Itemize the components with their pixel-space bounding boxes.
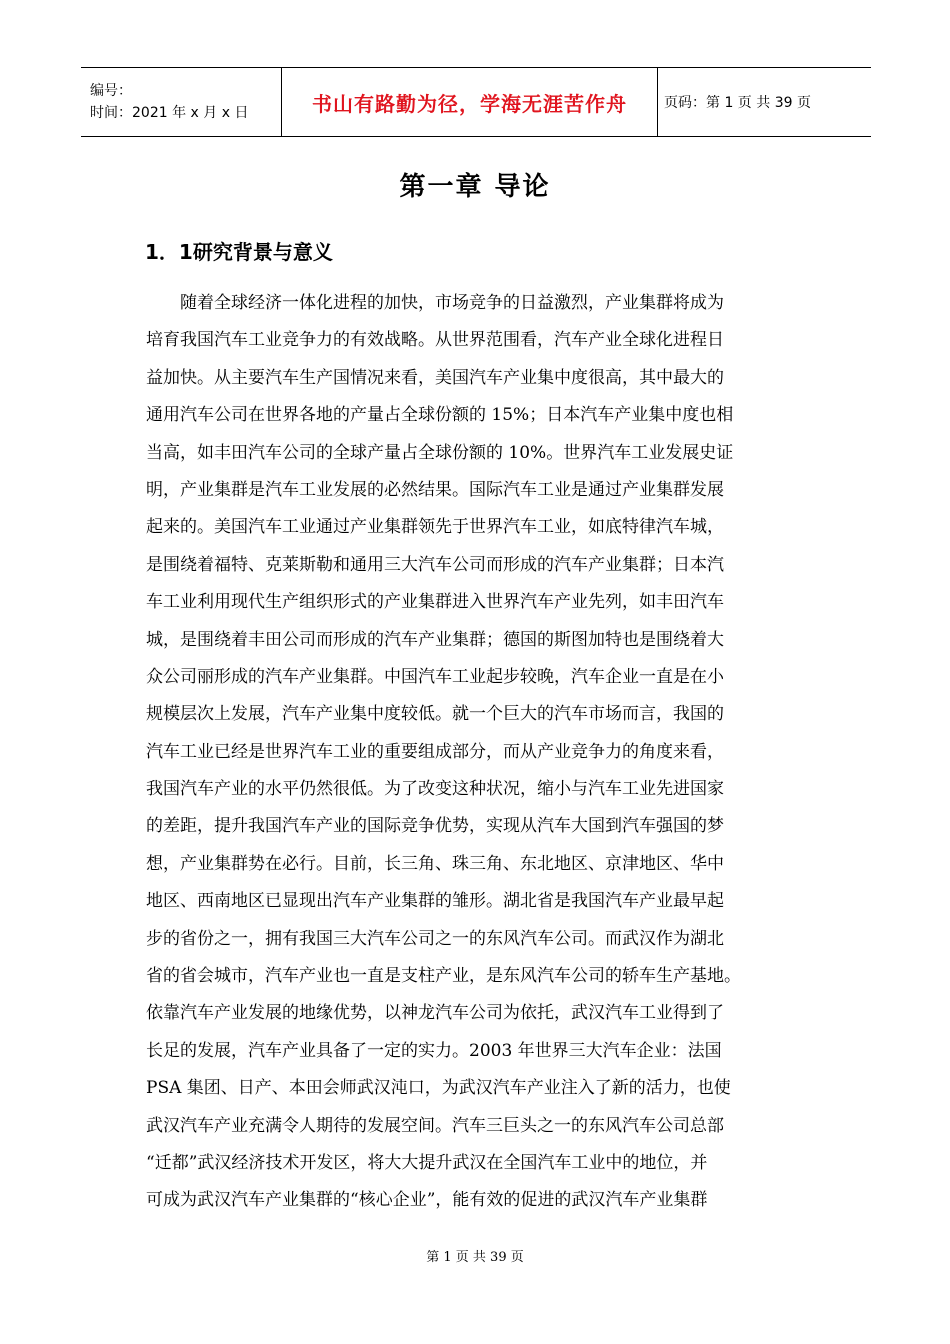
section-title: 1．1研究背景与意义 <box>145 240 333 264</box>
body-line: 是围绕着福特、克莱斯勒和通用三大汽车公司而形成的汽车产业集群；日本汽 <box>146 554 724 575</box>
body-line: 可成为武汉汽车产业集群的“核心企业”，能有效的促进的武汉汽车产业集群 <box>146 1190 708 1211</box>
body-line: “迁都”武汉经济技术开发区，将大大提升武汉在全国汽车工业中的地位，并 <box>146 1152 708 1173</box>
body-line: 培育我国汽车工业竞争力的有效战略。从世界范围看，汽车产业全球化进程日 <box>146 330 724 351</box>
body-line: 省的省会城市，汽车产业也一直是支柱产业，是东风汽车公司的轿车生产基地。 <box>146 966 741 987</box>
body-line: 的差距，提升我国汽车产业的国际竞争优势，实现从汽车大国到汽车强国的梦 <box>146 816 724 837</box>
body-line: 明，产业集群是汽车工业发展的必然结果。国际汽车工业是通过产业集群发展 <box>146 479 724 500</box>
body-line: PSA 集团、日产、本田会师武汉沌口，为武汉汽车产业注入了新的活力，也使 <box>146 1078 731 1099</box>
body-line: 长足的发展，汽车产业具备了一定的实力。2003 年世界三大汽车企业：法国 <box>146 1040 722 1061</box>
body-line: 汽车工业已经是世界汽车工业的重要组成部分，而从产业竞争力的角度来看， <box>146 741 724 762</box>
chapter-title: 第一章 导论 <box>399 172 551 202</box>
body-paragraph <box>146 285 810 1220</box>
header-table <box>81 67 871 137</box>
body-line: 随着全球经济一体化进程的加快，市场竞争的日益激烈，产业集群将成为 <box>180 293 724 313</box>
body-line: 规模层次上发展，汽车产业集中度较低。就一个巨大的汽车市场而言，我国的 <box>146 704 724 725</box>
header-meta-cell <box>81 68 281 136</box>
body-line: 起来的。美国汽车工业通过产业集群领先于世界汽车工业，如底特律汽车城， <box>146 517 724 538</box>
body-line: 城，是围绕着丰田公司而形成的汽车产业集群；德国的斯图加特也是围绕着大 <box>146 629 724 650</box>
page-footer: 第 1 页 共 39 页 <box>426 1250 524 1265</box>
header-motto: 书山有路勤为径，学海无涯苦作舟 <box>281 68 658 136</box>
body-line: 通用汽车公司在世界各地的产量占全球份额的 15%；日本汽车产业集中度也相 <box>146 405 734 426</box>
document-date-label: 时间：2021 年 x 月 x 日 <box>90 105 249 121</box>
body-line: 步的省份之一，拥有我国三大汽车公司之一的东风汽车公司。而武汉作为湖北 <box>146 928 724 949</box>
body-line: 众公司丽形成的汽车产业集群。中国汽车工业起步较晚，汽车企业一直是在小 <box>146 666 724 687</box>
body-line: 地区、西南地区已显现出汽车产业集群的雏形。湖北省是我国汽车产业最早起 <box>146 891 724 912</box>
header-page-info: 页码：第 1 页 共 39 页 <box>664 95 811 111</box>
body-line: 我国汽车产业的水平仍然很低。为了改变这种状况，缩小与汽车工业先进国家 <box>146 779 724 800</box>
document-number-label: 编号： <box>90 83 132 99</box>
body-line: 依靠汽车产业发展的地缘优势，以神龙汽车公司为依托，武汉汽车工业得到了 <box>146 1003 724 1024</box>
body-line: 益加快。从主要汽车生产国情况来看，美国汽车产业集中度很高，其中最大的 <box>146 367 724 388</box>
body-line: 当高，如丰田汽车公司的全球产量占全球份额的 10%。世界汽车工业发展史证 <box>146 442 734 463</box>
body-line: 武汉汽车产业充满令人期待的发展空间。汽车三巨头之一的东风汽车公司总部 <box>146 1115 724 1136</box>
body-line: 想，产业集群势在必行。目前，长三角、珠三角、东北地区、京津地区、华中 <box>146 853 724 874</box>
body-line: 车工业利用现代生产组织形式的产业集群进入世界汽车产业先列，如丰田汽车 <box>146 592 724 613</box>
